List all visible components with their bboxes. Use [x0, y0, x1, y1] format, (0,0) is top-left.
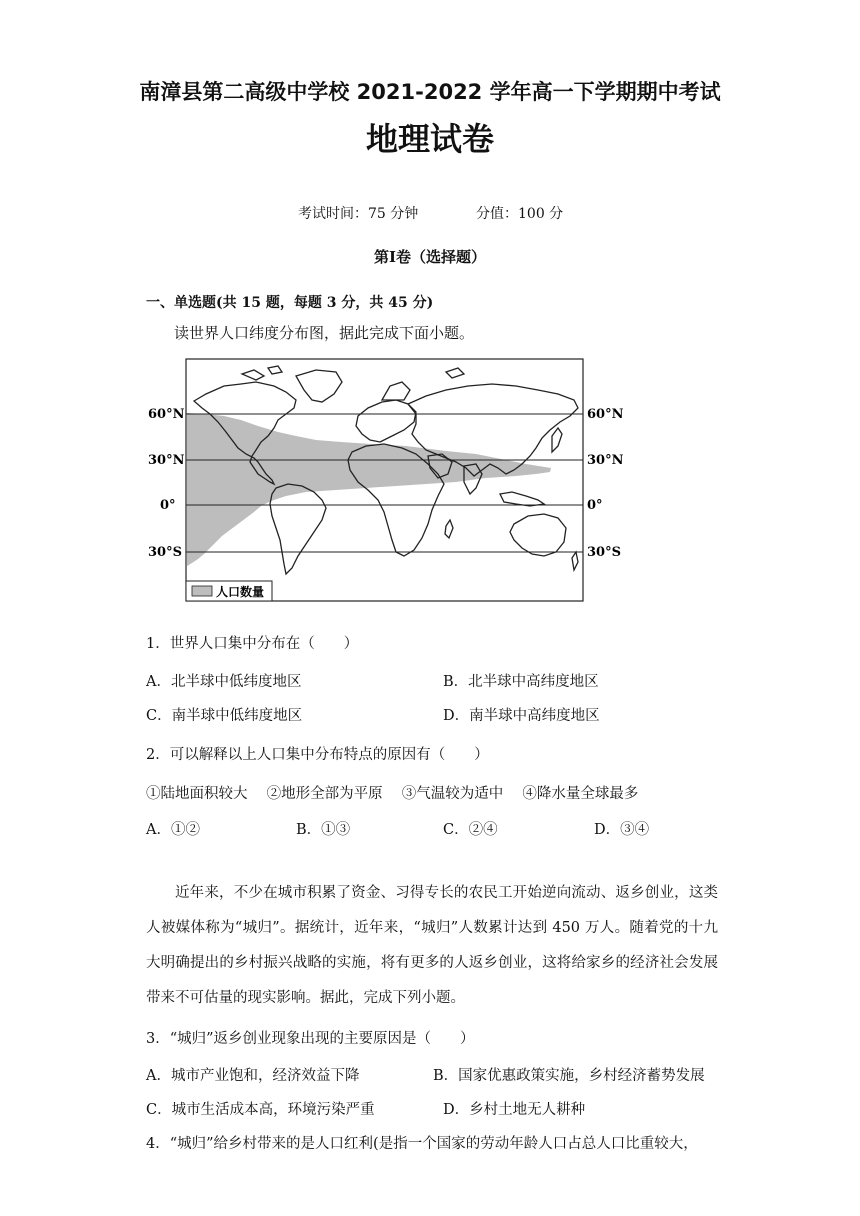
question-3-option-a: A．城市产业饱和，经济效益下降 [146, 1068, 360, 1084]
legend-swatch [192, 586, 212, 596]
question-2-option-d: D．③④ [594, 822, 650, 838]
question-1-stem: 1．世界人口集中分布在（ ） [146, 636, 359, 652]
lat-label-30n-right: 30°N [587, 453, 624, 468]
question-1-option-c: C．南半球中低纬度地区 [146, 708, 303, 724]
question-2-option-c: C．②④ [443, 822, 498, 838]
question-4-stem: 4．“城归”给乡村带来的是人口红利(是指一个国家的劳动年龄人口占总人口比重较大， [146, 1136, 698, 1152]
map-intro: 读世界人口纬度分布图，据此完成下面小题。 [174, 324, 475, 342]
question-3-option-c: C．城市生活成本高，环境污染严重 [146, 1102, 375, 1118]
question-1-option-a: A．北半球中低纬度地区 [146, 674, 302, 690]
question-3-stem: 3．“城归”返乡创业现象出现的主要原因是（ ） [146, 1031, 475, 1047]
legend-label: 人口数量 [216, 585, 265, 599]
question-2-stem: 2．可以解释以上人口集中分布特点的原因有（ ） [146, 747, 489, 763]
lat-label-60n-left: 60°N [148, 407, 185, 422]
reading-passage: 近年来，不少在城市积累了资金、习得专长的农民工开始逆向流动、返乡创业，这类人被媒体称为“城归”。据统计，近年来，“城归”人数累计达到 450 万人。随着党的十九大明确提出的乡村振兴战略的实施，将有更多的人返乡创业，这将给家乡的经济社会发展带来不可估量的现实影响。据此，完成下列小题。 [146, 885, 718, 1006]
question-1-option-d: D．南半球中高纬度地区 [443, 708, 600, 724]
question-2-items: ①陆地面积较大 ②地形全部为平原 ③气温较为适中 ④降水量全球最多 [146, 786, 639, 802]
lat-label-0-left: 0° [160, 498, 176, 513]
lat-label-30s-left: 30°S [148, 545, 182, 560]
part-title: 第Ⅰ卷（选择题） [373, 248, 487, 266]
world-population-latitude-map [146, 356, 640, 606]
lat-label-30n-left: 30°N [148, 453, 185, 468]
lat-label-0-right: 0° [587, 498, 603, 513]
question-2-option-a: A．①② [146, 822, 200, 838]
lat-label-60n-right: 60°N [587, 407, 624, 422]
exam-title: 南漳县第二高级中学校 2021-2022 学年高一下学期期中考试 [139, 80, 721, 104]
question-2-option-b: B．①③ [296, 822, 351, 838]
question-3-option-b: B．国家优惠政策实施，乡村经济蓄势发展 [433, 1068, 705, 1084]
lat-label-30s-right: 30°S [587, 545, 621, 560]
exam-time: 考试时间：75 分钟 [298, 206, 419, 222]
exam-score: 分值：100 分 [476, 206, 564, 222]
question-3-option-d: D．乡村土地无人耕种 [443, 1102, 586, 1118]
subject-title: 地理试卷 [365, 120, 494, 158]
question-1-option-b: B．北半球中高纬度地区 [443, 674, 599, 690]
section-heading: 一、单选题(共 15 题，每题 3 分，共 45 分) [146, 295, 434, 311]
